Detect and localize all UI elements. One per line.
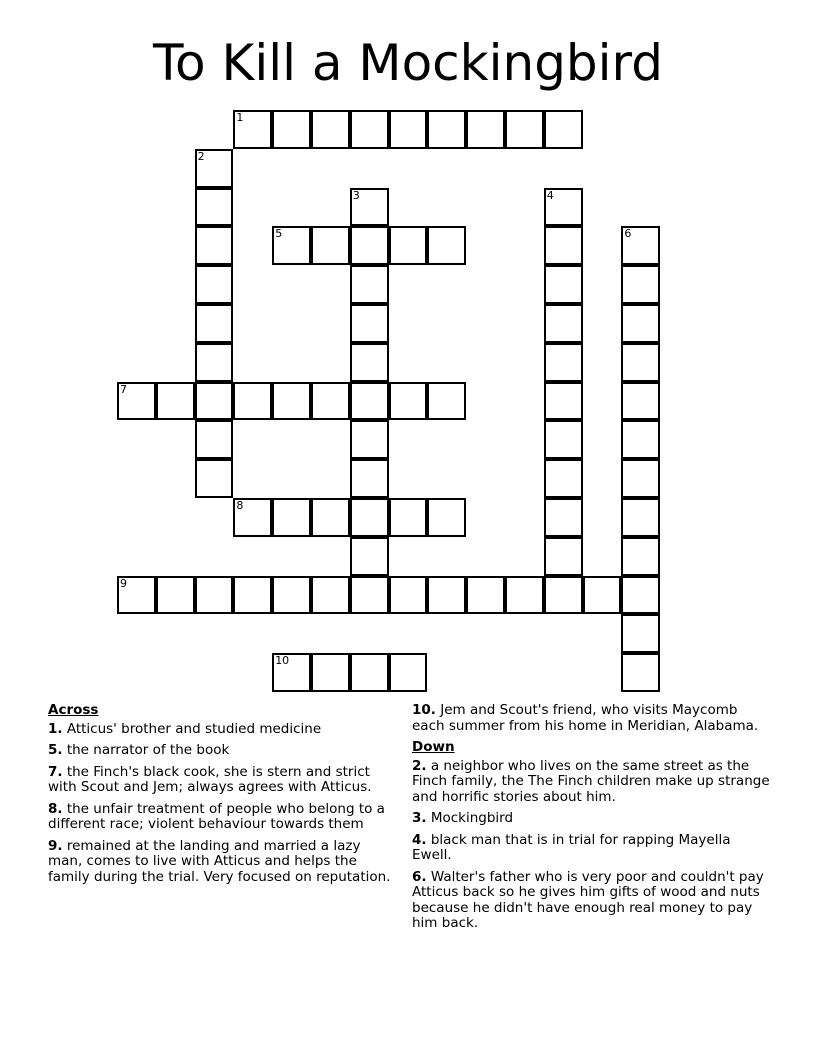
grid-cell[interactable] — [621, 226, 660, 265]
grid-cell[interactable] — [117, 576, 156, 615]
grid-cell[interactable] — [350, 576, 389, 615]
clue-text: the narrator of the book — [66, 742, 230, 758]
grid-cell[interactable] — [195, 576, 234, 615]
clue-across — [48, 839, 394, 886]
grid-cell[interactable] — [272, 576, 311, 615]
grid-cell[interactable] — [621, 576, 660, 615]
grid-cell[interactable] — [427, 382, 466, 421]
grid-cell[interactable] — [621, 343, 660, 382]
clue-text: Jem and Scout's friend, who visits Maycomb each summer from his home in Meridian, Alabama. — [412, 702, 759, 734]
grid-cell[interactable] — [621, 304, 660, 343]
grid-cell[interactable] — [311, 110, 350, 149]
cell-number: 2 — [197, 149, 205, 163]
grid-cell[interactable] — [195, 382, 234, 421]
grid-cell[interactable] — [156, 382, 195, 421]
clue-number: 5. — [48, 742, 63, 758]
clue-across — [48, 722, 394, 738]
grid-cell[interactable] — [544, 382, 583, 421]
grid-cell[interactable] — [350, 382, 389, 421]
clue-across — [48, 765, 394, 796]
grid-cell[interactable] — [195, 343, 234, 382]
grid-cell[interactable] — [272, 382, 311, 421]
grid-cell[interactable] — [505, 110, 544, 149]
grid-cell[interactable] — [272, 226, 311, 265]
grid-cell[interactable] — [233, 382, 272, 421]
grid-cell[interactable] — [389, 498, 428, 537]
grid-cell[interactable] — [544, 576, 583, 615]
grid-cell[interactable] — [350, 304, 389, 343]
grid-cell[interactable] — [195, 304, 234, 343]
grid-cell[interactable] — [544, 343, 583, 382]
cell-number: 7 — [120, 382, 127, 396]
grid-cell[interactable] — [195, 188, 234, 227]
clue-down — [412, 870, 774, 932]
grid-cell[interactable] — [350, 265, 389, 304]
grid-cell[interactable] — [195, 226, 234, 265]
grid-cell[interactable] — [350, 459, 389, 498]
clue-across — [48, 743, 394, 759]
grid-cell[interactable] — [544, 188, 583, 227]
cell-number: 1 — [236, 111, 244, 124]
grid-cell[interactable] — [466, 110, 505, 149]
grid-cell[interactable] — [195, 149, 234, 188]
grid-cell[interactable] — [583, 576, 622, 615]
page-title: To Kill a Mockingbird — [153, 34, 663, 92]
grid-cell[interactable] — [544, 304, 583, 343]
grid-cell[interactable] — [466, 576, 505, 615]
grid-cell[interactable] — [621, 459, 660, 498]
grid-cell[interactable] — [544, 537, 583, 576]
clue-text: a neighbor who lives on the same street as the Finch family, the The Finch children make up strange and horrific stories about him. — [412, 757, 770, 805]
across-header: Across — [48, 702, 99, 718]
grid-cell[interactable] — [350, 498, 389, 537]
clues-right-column — [412, 703, 774, 938]
clue-text: black man that is in trial for rapping Mayella Ewell. — [412, 831, 731, 863]
grid-cell[interactable] — [427, 226, 466, 265]
grid-cell[interactable] — [544, 498, 583, 537]
grid-cell[interactable] — [544, 226, 583, 265]
clue-number: 8. — [48, 800, 63, 817]
grid-cell[interactable] — [156, 576, 195, 615]
grid-cell[interactable] — [195, 265, 234, 304]
grid-cell[interactable] — [311, 382, 350, 421]
grid-cell[interactable] — [621, 498, 660, 537]
clue-number: 1. — [48, 720, 63, 737]
cell-number: 5 — [275, 227, 283, 241]
clue-text: the unfair treatment of people who belong to a different race; violent behaviour towards them — [48, 800, 385, 832]
clues-left-column — [48, 703, 394, 891]
grid-cell[interactable] — [311, 576, 350, 615]
clue-number: 9. — [48, 837, 63, 854]
grid-cell[interactable] — [389, 382, 428, 421]
grid-cell[interactable] — [621, 653, 660, 692]
cell-number: 4 — [546, 188, 554, 202]
grid-cell[interactable] — [544, 110, 583, 149]
grid-cell[interactable] — [544, 420, 583, 459]
clue-text: Atticus' brother and studied medicine — [66, 720, 322, 737]
grid-cell[interactable] — [621, 382, 660, 421]
grid-cell[interactable] — [389, 226, 428, 265]
cell-number: 10 — [275, 654, 290, 668]
grid-cell[interactable] — [195, 459, 234, 498]
grid-cell[interactable] — [195, 420, 234, 459]
grid-cell[interactable] — [117, 382, 156, 421]
cell-number: 6 — [624, 227, 632, 241]
grid-cell[interactable] — [621, 537, 660, 576]
cell-number: 8 — [236, 499, 244, 512]
cell-number: 9 — [120, 576, 127, 590]
grid-cell[interactable] — [389, 653, 428, 692]
grid-cell[interactable] — [544, 265, 583, 304]
clue-down — [412, 811, 774, 827]
clue-text: the Finch's black cook, she is stern and strict with Scout and Jem; always agrees with Atticus. — [48, 763, 372, 795]
clue-across — [412, 703, 774, 734]
grid-cell[interactable] — [350, 343, 389, 382]
grid-cell[interactable] — [544, 459, 583, 498]
grid-cell[interactable] — [350, 653, 389, 692]
clue-number: 4. — [412, 831, 427, 848]
grid-cell[interactable] — [272, 110, 311, 149]
clue-number: 3. — [412, 810, 427, 826]
clue-number: 7. — [48, 763, 63, 780]
grid-cell[interactable] — [311, 226, 350, 265]
grid-cell[interactable] — [621, 614, 660, 653]
clue-number: 2. — [412, 757, 427, 774]
grid-cell[interactable] — [389, 110, 428, 149]
grid-cell[interactable] — [272, 653, 311, 692]
grid-cell[interactable] — [350, 537, 389, 576]
grid-cell[interactable] — [621, 265, 660, 304]
clue-text: Walter's father who is very poor and couldn't pay Atticus back so he gives him gifts of wood and nuts because he didn't have enough real money to pay him back. — [412, 868, 764, 931]
down-header: Down — [412, 739, 455, 755]
grid-cell[interactable] — [311, 653, 350, 692]
grid-cell[interactable] — [350, 226, 389, 265]
cell-number: 3 — [352, 188, 360, 202]
grid-cell[interactable] — [427, 498, 466, 537]
grid-cell[interactable] — [389, 576, 428, 615]
clue-down — [412, 759, 774, 806]
grid-cell[interactable] — [505, 576, 544, 615]
clue-down — [412, 833, 774, 864]
grid-cell[interactable] — [272, 498, 311, 537]
grid-cell[interactable] — [233, 498, 272, 537]
grid-cell[interactable] — [350, 110, 389, 149]
clue-number: 6. — [412, 868, 427, 885]
grid-cell[interactable] — [427, 576, 466, 615]
clue-number: 10. — [412, 702, 436, 718]
clue-text: Mockingbird — [430, 810, 514, 826]
grid-cell[interactable] — [350, 188, 389, 227]
grid-cell[interactable] — [233, 110, 272, 149]
clue-across — [48, 802, 394, 833]
grid-cell[interactable] — [311, 498, 350, 537]
grid-cell[interactable] — [233, 576, 272, 615]
clue-text: remained at the landing and married a lazy man, comes to live with Atticus and helps the family during the trial. Very focused on reputation. — [48, 837, 391, 885]
grid-cell[interactable] — [427, 110, 466, 149]
grid-cell[interactable] — [350, 420, 389, 459]
grid-cell[interactable] — [621, 420, 660, 459]
